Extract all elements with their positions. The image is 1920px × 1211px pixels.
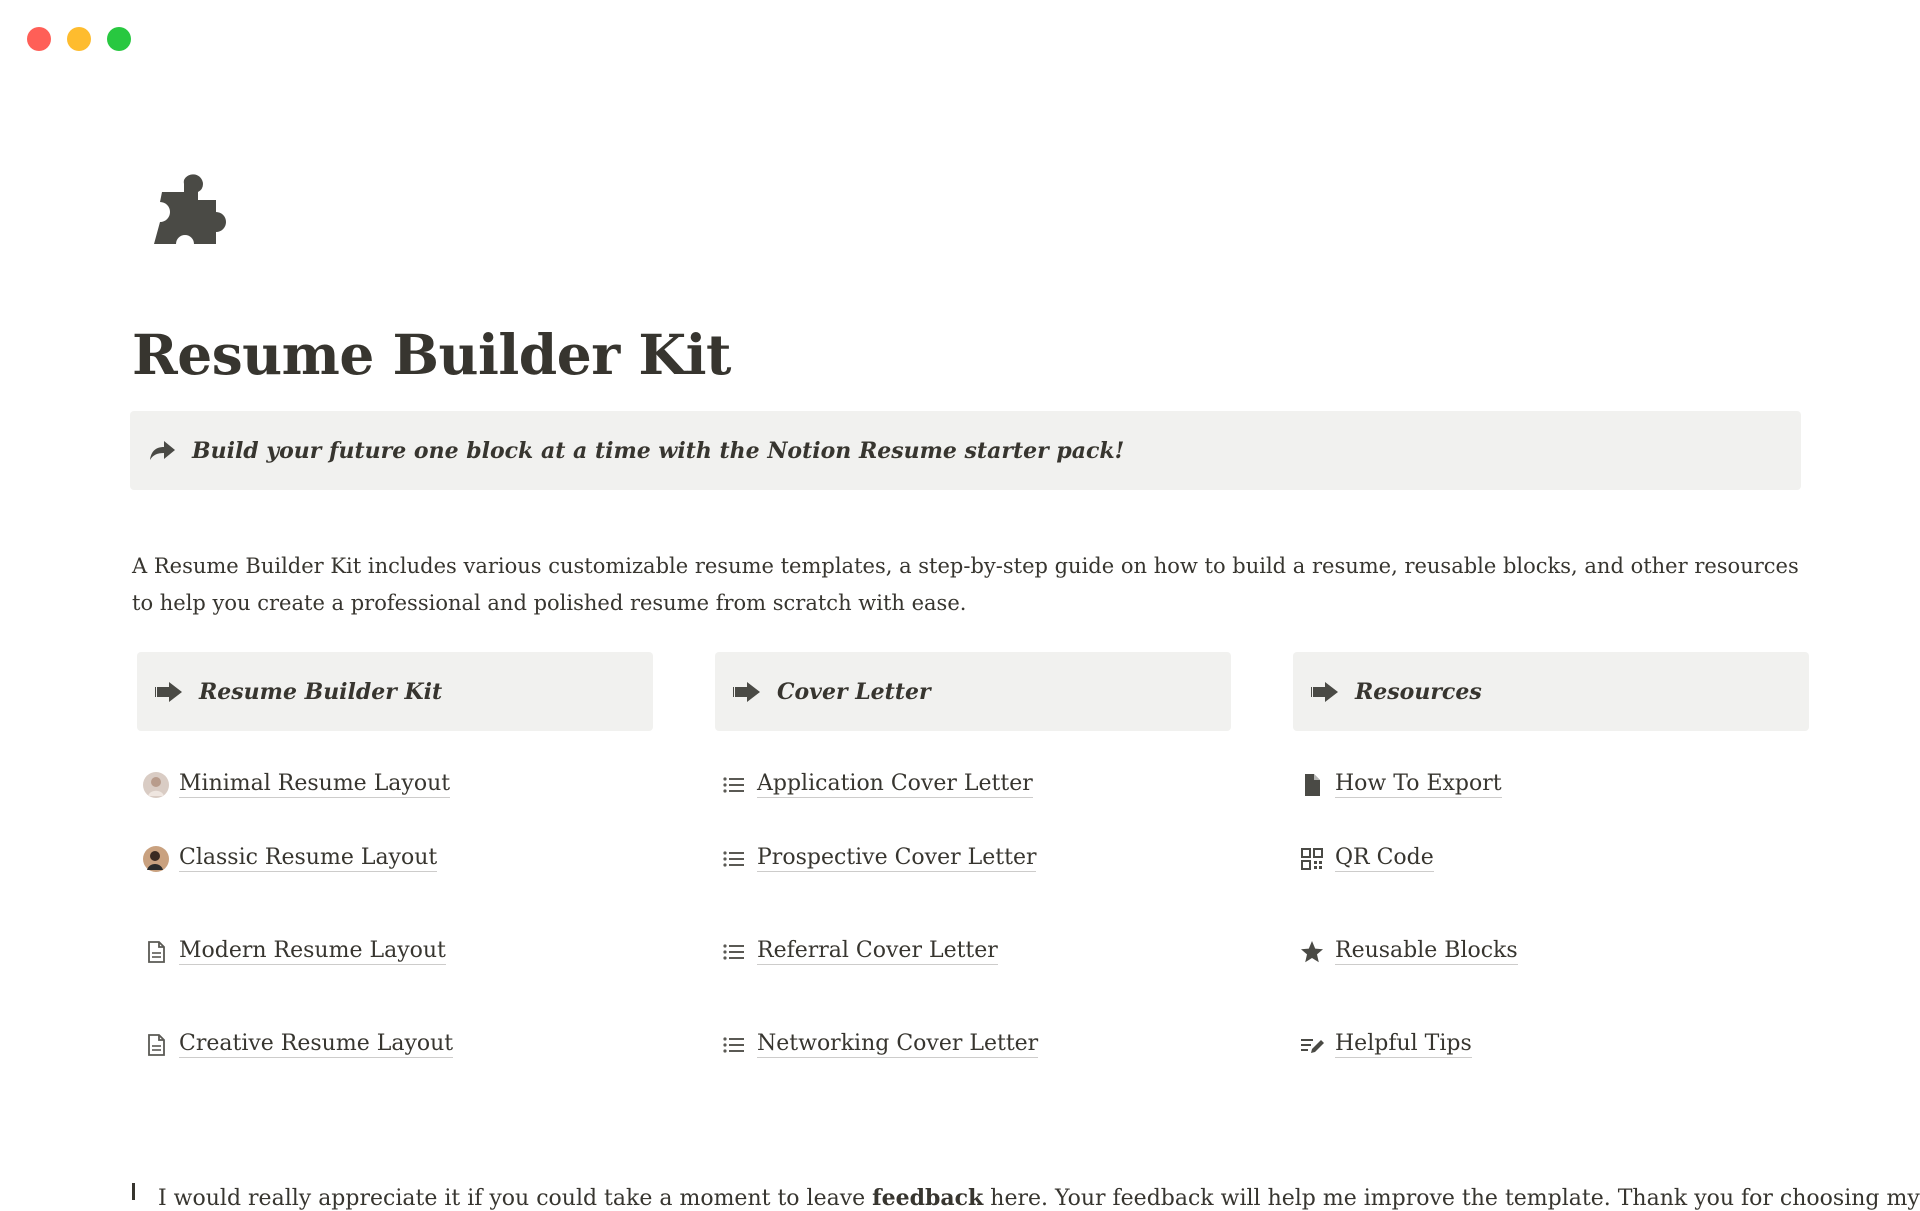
star-icon	[1299, 939, 1325, 965]
link-label[interactable]: Creative Resume Layout	[179, 1031, 454, 1056]
link-label[interactable]: Modern Resume Layout	[179, 938, 446, 963]
link-creative-resume-layout[interactable]	[137, 998, 653, 1091]
link-label[interactable]: Prospective Cover Letter	[757, 845, 1037, 870]
link-minimal-resume-layout[interactable]	[137, 757, 653, 812]
column-header-resources	[1293, 652, 1809, 731]
avatar-photo-icon	[143, 772, 169, 798]
page-description: A Resume Builder Kit includes various customizable resume templates, a step-by-step guide on how to build a resume, reusable blocks, and other resources to help you create a professional and polished resume from scratch with ease.	[132, 554, 1799, 615]
link-helpful-tips[interactable]	[1293, 998, 1809, 1091]
link-label[interactable]: Reusable Blocks	[1335, 938, 1518, 963]
list-icon	[721, 1032, 747, 1058]
list-icon	[721, 846, 747, 872]
link-application-cover-letter[interactable]	[715, 757, 1231, 812]
document-filled-icon	[1299, 772, 1325, 798]
link-label[interactable]: Referral Cover Letter	[757, 938, 998, 963]
close-window-button[interactable]	[27, 27, 51, 51]
column-resume-builder-kit	[137, 652, 653, 1091]
column-header-label: Resources	[1355, 678, 1482, 705]
column-resources	[1293, 652, 1809, 1091]
edit-list-icon	[1299, 1032, 1325, 1058]
column-header-resume-builder-kit	[137, 652, 653, 731]
link-label[interactable]: QR Code	[1335, 845, 1434, 870]
arrow-right-icon	[155, 681, 183, 703]
puzzle-piece-icon[interactable]	[138, 176, 236, 264]
link-label[interactable]: How To Export	[1335, 771, 1502, 796]
link-modern-resume-layout[interactable]	[137, 905, 653, 998]
page-icon	[143, 939, 169, 965]
link-label[interactable]: Minimal Resume Layout	[179, 771, 451, 796]
minimize-window-button[interactable]	[67, 27, 91, 51]
link-label[interactable]: Application Cover Letter	[757, 771, 1033, 796]
callout-block	[130, 411, 1801, 490]
column-header-label: Cover Letter	[777, 678, 931, 705]
feedback-link[interactable]: feedback	[872, 1185, 984, 1211]
link-label[interactable]: Networking Cover Letter	[757, 1031, 1039, 1056]
column-header-label: Resume Builder Kit	[199, 678, 443, 705]
list-icon	[721, 939, 747, 965]
link-networking-cover-letter[interactable]	[715, 998, 1231, 1091]
link-classic-resume-layout[interactable]	[137, 812, 653, 905]
avatar-photo-icon	[143, 846, 169, 872]
quote-bar	[132, 1183, 135, 1200]
arrow-right-curved-icon	[148, 439, 176, 463]
maximize-window-button[interactable]	[107, 27, 131, 51]
link-label[interactable]: Classic Resume Layout	[179, 845, 438, 870]
feedback-quote	[132, 1183, 1920, 1211]
arrow-right-icon	[1311, 681, 1339, 703]
list-icon	[721, 772, 747, 798]
column-cover-letter	[715, 652, 1231, 1091]
link-label[interactable]: Helpful Tips	[1335, 1031, 1472, 1056]
link-prospective-cover-letter[interactable]	[715, 812, 1231, 905]
callout-text: Build your future one block at a time with the Notion Resume starter pack!	[192, 437, 1125, 464]
column-header-cover-letter	[715, 652, 1231, 731]
page-icon	[143, 1032, 169, 1058]
feedback-text-end: here. Your feedback will help me improve the template. Thank you for choosing my	[983, 1186, 1920, 1211]
link-reusable-blocks[interactable]	[1293, 905, 1809, 998]
link-referral-cover-letter[interactable]	[715, 905, 1231, 998]
window-controls	[27, 27, 131, 51]
qr-code-icon	[1299, 846, 1325, 872]
link-how-to-export[interactable]	[1293, 757, 1809, 812]
link-qr-code[interactable]	[1293, 812, 1809, 905]
feedback-text-start: I would really appreciate it if you could take a moment to leave	[158, 1186, 873, 1211]
page-title: Resume Builder Kit	[132, 322, 731, 387]
arrow-right-icon	[733, 681, 761, 703]
feedback-text	[158, 1185, 1920, 1211]
